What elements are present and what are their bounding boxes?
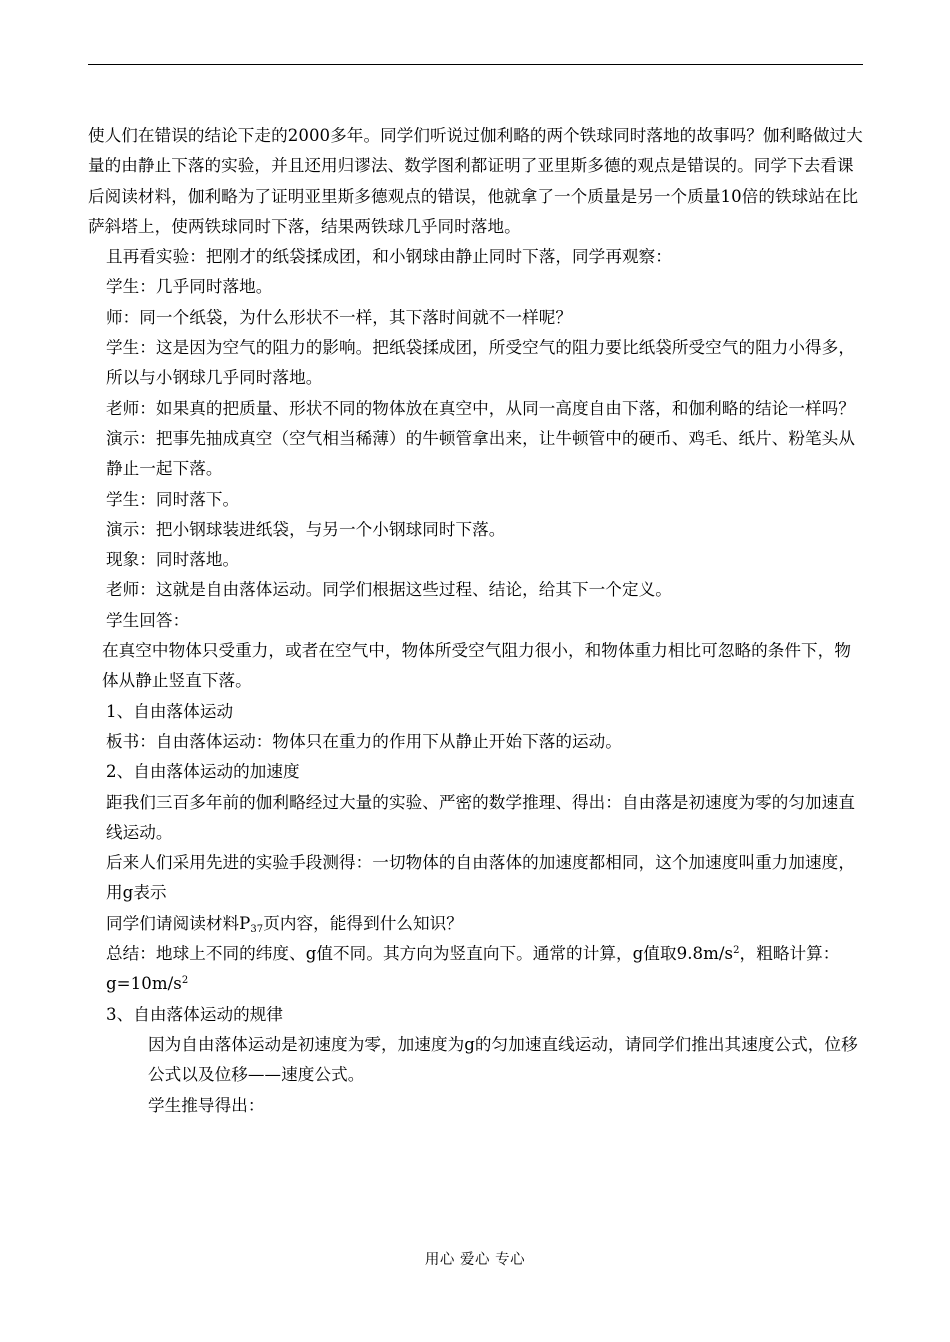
- paragraph-teacher-vacuum: 老师：如果真的把质量、形状不同的物体放在真空中，从同一高度自由下落，和伽利略的结论一样吗？: [106, 398, 855, 418]
- paragraph-galileo-story: 使人们在错误的结论下走的2000多年。同学们听说过伽利略的两个铁球同时落地的故事吗？伽利略做过大量的由静止下落的实验，并且还用归谬法、数学图利都证明了亚里斯多德的观点是错误的。同学下去看课后阅读材料，伽利略为了证明亚里斯多德观点的错误，他就拿了一个质量是另一个质量10倍的铁球站在比萨斜塔上，使两铁球同时下落，结果两铁球几乎同时落地。: [88, 126, 863, 236]
- paragraph-summary: [88, 939, 864, 1000]
- paragraph-board-note: 板书：自由落体运动：物体只在重力的作用下从静止开始下落的运动。: [106, 731, 622, 751]
- paragraph-gravity-acceleration: 后来人们采用先进的实验手段测得：一切物体的自由落体的加速度都相同，这个加速度叫重力加速度，用g表示: [106, 853, 855, 903]
- summary-part-a: 总结：地球上不同的纬度、g值不同。其方向为竖直向下。通常的计算，g值取9.8m/s: [106, 944, 734, 964]
- page-footer: 用心 爱心 专心: [424, 1252, 526, 1268]
- paragraph-teacher-definition: 老师：这就是自由落体运动。同学们根据这些过程、结论，给其下一个定义。: [106, 580, 672, 600]
- heading-section-2: 2、自由落体运动的加速度: [106, 762, 300, 782]
- paragraph-read-material: [88, 909, 864, 939]
- paragraph-student-answer-1: 学生：几乎同时落地。: [106, 277, 273, 297]
- document-body: [88, 121, 864, 1121]
- summary-part-b: ，粗略计算：g=10m/s: [106, 944, 840, 994]
- summary-exponent-1: 2: [733, 945, 740, 957]
- paragraph-definition: 在真空中物体只受重力，或者在空气中，物体所受空气阻力很小，和物体重力相比可忽略的条件下，物体从静止竖直下落。: [102, 641, 851, 691]
- paragraph-experiment: 且再看实验：把刚才的纸袋揉成团，和小钢球由静止同时下落，同学再观察：: [106, 247, 672, 267]
- p37-after: 页内容，能得到什么知识？: [263, 913, 463, 933]
- paragraph-phenomenon: 现象：同时落地。: [106, 550, 240, 570]
- paragraph-derive-result: 学生推导得出：: [148, 1095, 265, 1115]
- paragraph-demo-paper-bag: 演示：把小钢球装进纸袋，与另一个小钢球同时下落。: [106, 519, 506, 539]
- header-rule: [88, 64, 863, 65]
- paragraph-demo-newton-tube: 演示：把事先抽成真空（空气相当稀薄）的牛顿管拿出来，让牛顿管中的硬币、鸡毛、纸片、粉笔头从静止一起下落。: [106, 428, 855, 479]
- p37-before: 同学们请阅读材料P: [106, 913, 251, 933]
- summary-exponent-2: 2: [181, 975, 189, 987]
- heading-section-3: 3、自由落体运动的规律: [106, 1004, 284, 1024]
- paragraph-teacher-question: 师：同一个纸袋，为什么形状不一样，其下落时间就不一样呢？: [106, 307, 573, 327]
- heading-section-1: 1、自由落体运动: [106, 701, 234, 721]
- paragraph-galileo-reasoning: 距我们三百多年前的伽利略经过大量的实验、严密的数学推理、得出：自由落是初速度为零的匀加速直线运动。: [106, 792, 855, 842]
- paragraph-student-answer-2: 学生：同时落下。: [106, 489, 240, 509]
- paragraph-student-reply: 学生回答：: [106, 610, 190, 630]
- p37-page-number: 37: [250, 923, 264, 935]
- paragraph-student-air-resistance: 学生：这是因为空气的阻力的影响。把纸袋揉成团，所受空气的阻力要比纸袋所受空气的阻力小得多，所以与小钢球几乎同时落地。: [106, 338, 855, 388]
- paragraph-derive-formulas: 因为自由落体运动是初速度为零，加速度为g的匀加速直线运动，请同学们推出其速度公式，位移公式以及位移——速度公式。: [148, 1034, 858, 1085]
